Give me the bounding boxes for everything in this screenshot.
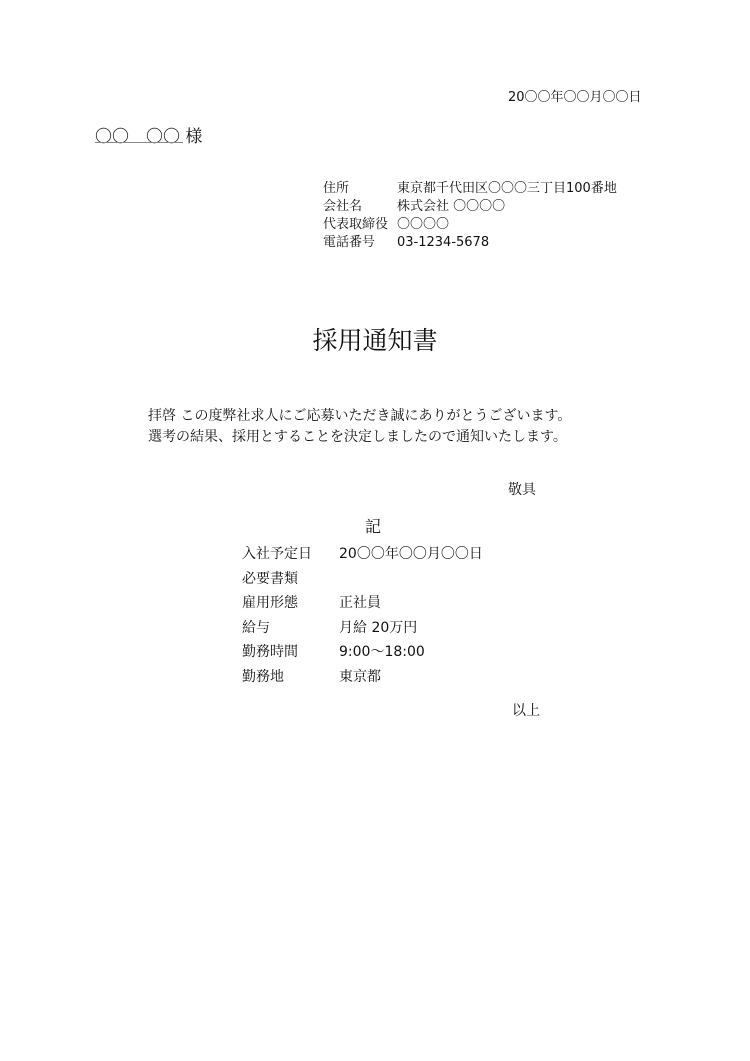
detail-row-workplace [242,665,483,690]
detail-row-documents [242,567,483,592]
sender-phone-value: 03-1234-5678 [397,235,490,250]
issue-date: 20〇〇年〇〇月〇〇日 [508,90,642,105]
detail-row-working-hours [242,640,483,665]
detail-label-workplace: 勤務地 [242,668,284,685]
detail-value-workplace: 東京都 [339,668,381,685]
document-title: 採用通知書 [312,326,438,355]
body-line-2: 選考の結果、採用とすることを決定しましたので通知いたします。 [148,429,567,445]
sender-address-label: 住所 [323,181,350,196]
sender-representative-value: 〇〇〇〇 [397,217,450,232]
sender-phone-label: 電話番号 [323,235,376,250]
sender-representative-label: 代表取締役 [323,217,389,232]
detail-value-employment-type: 正社員 [339,595,381,611]
detail-value-working-hours: 9:00〜18:00 [339,644,425,660]
detail-row-start-date [242,542,483,567]
detail-label-salary: 給与 [242,619,270,636]
detail-label-start-date: 入社予定日 [242,546,312,562]
detail-row-salary [242,616,483,641]
sender-company-row [323,198,617,216]
sender-address-value: 東京都千代田区〇〇〇三丁目100番地 [397,181,617,196]
detail-label-documents: 必要書類 [242,570,298,587]
closing-keigu: 敬具 [508,482,536,498]
sender-phone-row [323,234,617,252]
detail-label-employment-type: 雇用形態 [242,595,298,611]
body-line-1: 拝啓 この度弊社求人にご応募いただき誠にありがとうございます。 [148,408,572,424]
ki-heading: 記 [365,517,382,536]
sender-representative-row [323,216,617,234]
sender-company-label: 会社名 [323,199,363,214]
detail-row-employment-type [242,591,483,616]
detail-value-start-date: 20〇〇年〇〇月〇〇日 [339,546,483,562]
recipient-underline [95,142,183,143]
detail-label-working-hours: 勤務時間 [242,644,298,660]
sender-company-value: 株式会社 〇〇〇〇 [397,199,506,214]
details-block [242,542,483,689]
sender-block [323,180,617,252]
body-text [148,406,571,448]
recipient-name: 〇〇 〇〇 様 [95,127,203,147]
sender-address-row [323,180,617,198]
detail-value-salary: 月給 20万円 [339,619,418,636]
end-ijou: 以上 [512,703,540,719]
